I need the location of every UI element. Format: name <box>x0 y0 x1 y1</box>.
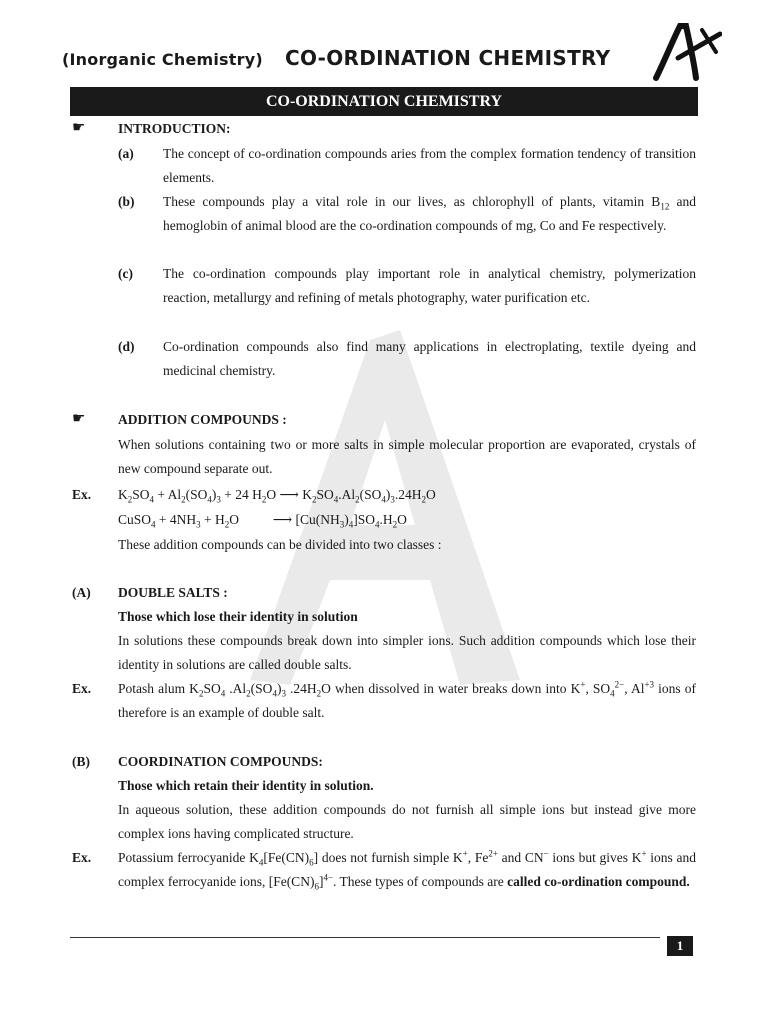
intro-item-label: (b) <box>118 194 135 209</box>
example-label: Ex. <box>72 850 92 865</box>
coordination-heading: COORDINATION COMPOUNDS: <box>118 754 323 769</box>
intro-heading: INTRODUCTION: <box>118 121 231 136</box>
double-salts-subheading: Those which lose their identity in solution <box>118 609 358 624</box>
coordination-example: Potassium ferrocyanide $K_4[Fe(CN)_6]$ does not furnish simple K+, $Fe^{2+}$ and CN− ions but gives K+ ions and complex ferrocyanide ions, $[Fe(CN)_6]^{4-}$. These types of compounds are called co-ordination compound. <box>118 848 697 892</box>
coordination-subheading: Those which retain their identity in solution. <box>118 778 374 793</box>
section-label: (B) <box>72 754 90 769</box>
intro-item-label: (d) <box>118 339 135 354</box>
coordination-text: In aqueous solution, these addition compounds do not furnish all simple ions but instead give more complex ions having complicated structure. <box>118 802 696 841</box>
addition-text: When solutions containing two or more salts in simple molecular proportion are evaporated, crystals of new compound separate out. <box>118 437 696 476</box>
example-label: Ex. <box>72 487 92 502</box>
intro-item-label: (c) <box>118 266 133 281</box>
example-label: Ex. <box>72 681 92 696</box>
intro-item-text: These compounds play a vital role in our lives, as chlorophyll of plants, vitamin $B_{12}$ and hemoglobin of animal blood are the co-ordination compounds of mg, Co and Fe respectively. <box>163 194 696 233</box>
equation-1: $K_2SO_4 + Al_2(SO_4)_3 + 24$ $H_2O$ ⟶ $K_2SO_4.Al_2(SO_4)_3.24H_2O$ <box>118 487 436 505</box>
page-title: CO-ORDINATION CHEMISTRY <box>285 46 611 70</box>
double-salts-text: In solutions these compounds break down into simpler ions. Such addition compounds which lose their identity in solutions are called double salts. <box>118 633 696 672</box>
page-number: 1 <box>667 936 693 956</box>
section-label: (A) <box>72 585 91 600</box>
intro-item-text: Co-ordination compounds also find many applications in electroplating, textile dyeing and medicinal chemistry. <box>163 339 696 378</box>
pointing-hand-icon: ☛ <box>72 411 86 427</box>
intro-item-text: The concept of co-ordination compounds aries from the complex formation tendency of transition elements. <box>163 146 696 185</box>
pointing-hand-icon: ☛ <box>72 120 86 136</box>
section-banner: CO-ORDINATION CHEMISTRY <box>70 87 698 116</box>
brand-logo <box>650 22 722 82</box>
equation-2: CuSO$_4$ + $4NH_3 + H_2O$ ⟶ $[Cu(NH_3)_4]SO_4.H_2O$ <box>118 512 407 530</box>
addition-divide-text: These addition compounds can be divided into two classes : <box>118 537 442 552</box>
subject-label: (Inorganic Chemistry) <box>62 50 263 69</box>
intro-item-text: The co-ordination compounds play important role in analytical chemistry, polymerization reaction, metallurgy and refining of metals photography, water purification etc. <box>163 266 696 305</box>
double-salts-example: Potash alum $K_2SO_4$ $.Al_2(SO_4)_3$ $.24H_2O$ when dissolved in water breaks down into K+, $SO_4^{2-}$, $Al^{+3}$ ions of therefore is an example of double salt. <box>118 679 696 720</box>
intro-item-label: (a) <box>118 146 134 161</box>
footer-rule <box>70 937 660 938</box>
addition-heading: ADDITION COMPOUNDS : <box>118 412 287 427</box>
double-salts-heading: DOUBLE SALTS : <box>118 585 228 600</box>
